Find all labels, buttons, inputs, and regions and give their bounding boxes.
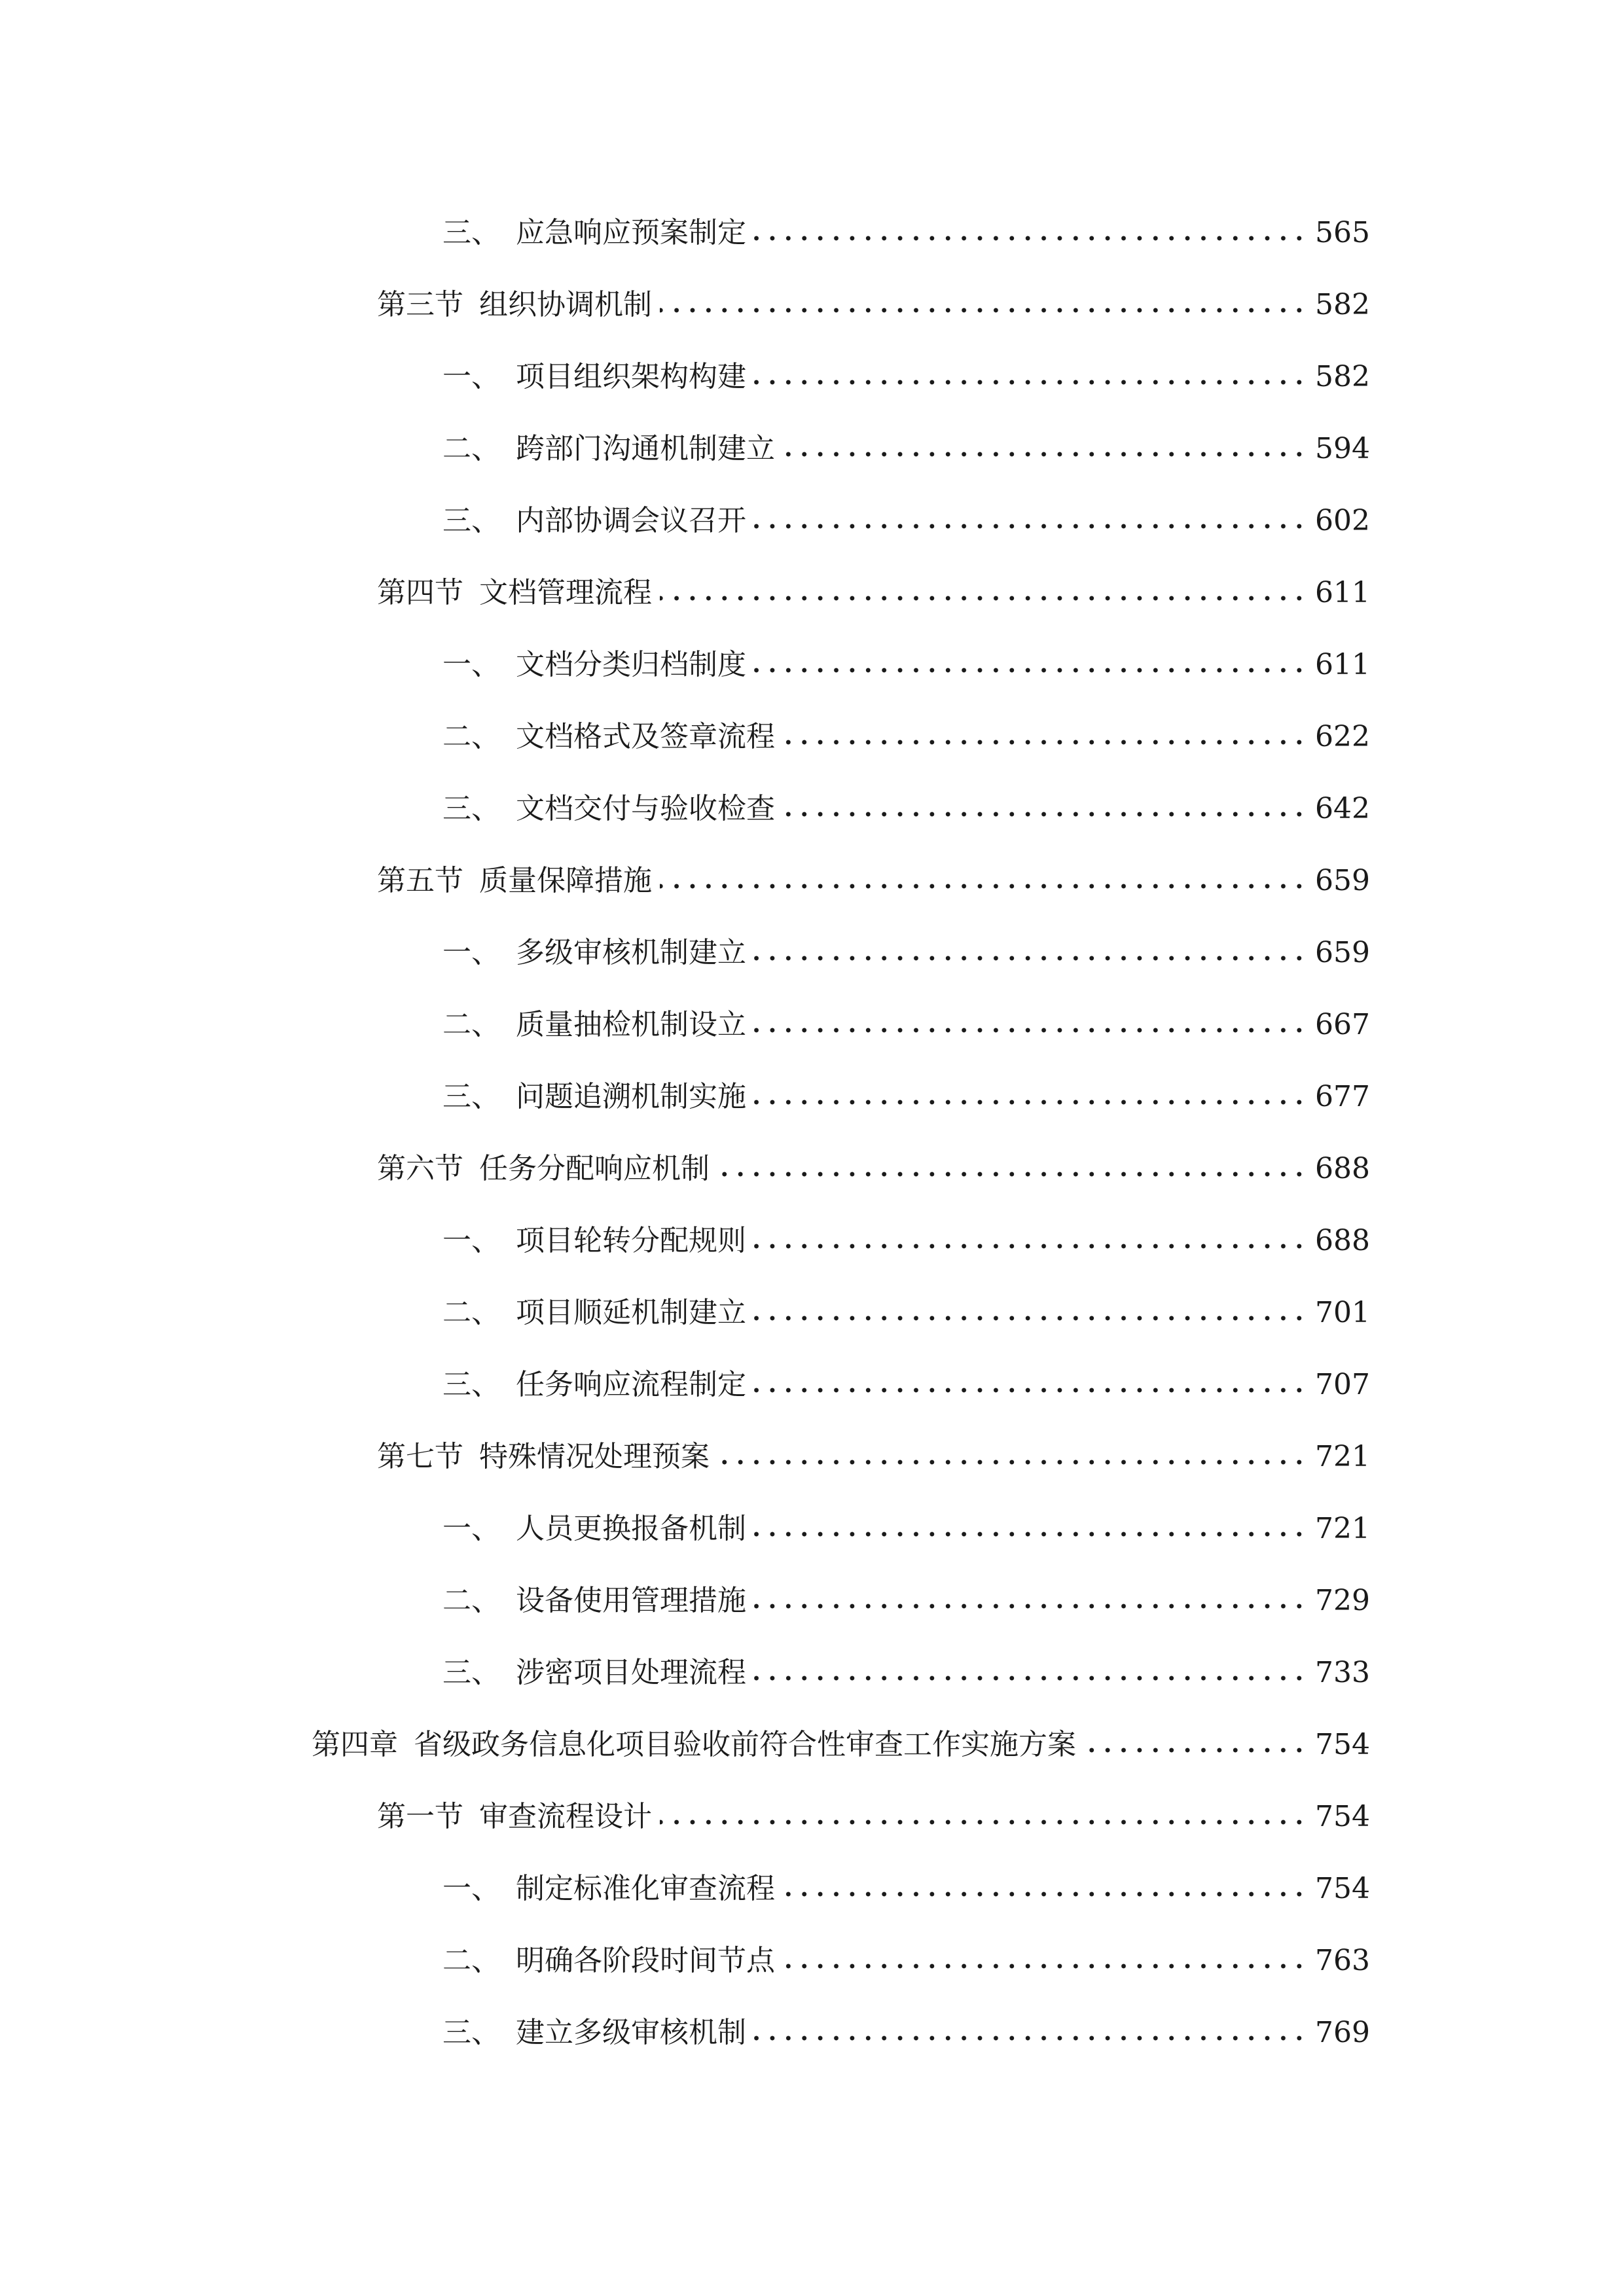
toc-entry-number: 三、 <box>442 2016 500 2049</box>
toc-entry-page: 721 <box>1315 1512 1370 1545</box>
toc-entry[interactable] <box>442 992 1370 1045</box>
toc-dot-leader <box>754 520 1307 533</box>
toc-entry[interactable] <box>442 776 1370 829</box>
toc-entry-number: 一、 <box>442 1224 500 1257</box>
toc-entry[interactable] <box>442 2000 1370 2053</box>
toc-entry-title: 应急响应预案制定 <box>516 216 746 249</box>
toc-entry-page: 659 <box>1315 864 1370 897</box>
toc-entry-page: 754 <box>1315 1800 1370 1833</box>
toc-entry-title: 涉密项目处理流程 <box>516 1656 746 1689</box>
toc-entry[interactable] <box>377 1424 1370 1477</box>
toc-dot-leader <box>783 1960 1307 1973</box>
toc-entry-page: 659 <box>1315 936 1370 969</box>
toc-entry[interactable] <box>442 488 1370 541</box>
toc-entry-number: 第四节 <box>377 576 463 609</box>
toc-entry-title: 项目顺延机制建立 <box>516 1296 746 1329</box>
toc-entry[interactable] <box>442 632 1370 685</box>
toc-entry[interactable] <box>377 1136 1370 1189</box>
toc-entry[interactable] <box>442 1928 1370 1981</box>
toc-entry-number: 第一节 <box>377 1800 463 1833</box>
toc-entry-number: 三、 <box>442 1368 500 1401</box>
toc-entry[interactable] <box>442 1064 1370 1117</box>
toc-entry-title: 组织协调机制 <box>479 288 652 321</box>
toc-dot-leader <box>754 1384 1307 1397</box>
toc-dot-leader <box>660 304 1307 317</box>
toc-dot-leader <box>754 664 1307 677</box>
toc-entry-page: 611 <box>1315 576 1370 609</box>
toc-entry-title: 任务响应流程制定 <box>516 1368 746 1401</box>
toc-entry[interactable] <box>442 200 1370 253</box>
toc-entry-page: 701 <box>1315 1296 1370 1329</box>
toc-entry-page: 707 <box>1315 1368 1370 1401</box>
toc-entry-title: 项目轮转分配规则 <box>516 1224 746 1257</box>
toc-entry[interactable] <box>377 848 1370 901</box>
toc-entry-page: 721 <box>1315 1440 1370 1473</box>
toc-dot-leader <box>754 1024 1307 1037</box>
toc-entry-page: 582 <box>1315 288 1370 321</box>
toc-entry[interactable] <box>442 1856 1370 1909</box>
toc-entry-page: 602 <box>1315 504 1370 537</box>
toc-entry-title: 问题追溯机制实施 <box>516 1080 746 1113</box>
toc-entry-page: 733 <box>1315 1656 1370 1689</box>
toc-entry[interactable] <box>442 920 1370 973</box>
toc-entry-title: 设备使用管理措施 <box>516 1584 746 1617</box>
toc-dot-leader <box>717 1456 1307 1469</box>
toc-entry[interactable] <box>312 1712 1370 1765</box>
toc-dot-leader <box>783 736 1307 749</box>
toc-entry-page: 688 <box>1315 1224 1370 1257</box>
toc-entry[interactable] <box>442 1640 1370 1693</box>
toc-entry[interactable] <box>442 1496 1370 1549</box>
toc-dot-leader <box>754 1240 1307 1253</box>
toc-entry-number: 二、 <box>442 432 500 465</box>
toc-entry-number: 二、 <box>442 720 500 753</box>
toc-entry-page: 565 <box>1315 216 1370 249</box>
toc-entry-page: 677 <box>1315 1080 1370 1113</box>
toc-entry-title: 审查流程设计 <box>479 1800 652 1833</box>
toc-entry-page: 611 <box>1315 648 1370 681</box>
toc-entry-title: 项目组织架构构建 <box>516 360 746 393</box>
toc-dot-leader <box>754 376 1307 389</box>
toc-entry-page: 667 <box>1315 1008 1370 1041</box>
toc-entry[interactable] <box>442 1352 1370 1405</box>
toc-entry[interactable] <box>442 416 1370 469</box>
toc-entry-number: 第三节 <box>377 288 463 321</box>
toc-entry-page: 642 <box>1315 792 1370 825</box>
toc-entry-title: 质量抽检机制设立 <box>516 1008 746 1041</box>
toc-dot-leader <box>783 1888 1307 1901</box>
toc-entry-page: 594 <box>1315 432 1370 465</box>
toc-entry[interactable] <box>442 704 1370 757</box>
toc-entry-page: 582 <box>1315 360 1370 393</box>
toc-entry[interactable] <box>442 344 1370 397</box>
toc-dot-leader <box>783 448 1307 461</box>
toc-entry-title: 人员更换报备机制 <box>516 1512 746 1545</box>
toc-entry[interactable] <box>377 272 1370 325</box>
toc-entry-page: 754 <box>1315 1872 1370 1905</box>
toc-dot-leader <box>783 808 1307 821</box>
toc-entry[interactable] <box>377 560 1370 613</box>
toc-entry-title: 明确各阶段时间节点 <box>516 1944 775 1977</box>
toc-dot-leader <box>754 2032 1307 2045</box>
toc-entry-number: 二、 <box>442 1008 500 1041</box>
toc-entry-page: 754 <box>1315 1728 1370 1761</box>
toc-dot-leader <box>754 232 1307 245</box>
toc-entry-number: 三、 <box>442 504 500 537</box>
toc-entry-title: 任务分配响应机制 <box>479 1152 710 1185</box>
toc-entry-number: 三、 <box>442 1080 500 1113</box>
toc-entry-number: 一、 <box>442 1872 500 1905</box>
toc-dot-leader <box>717 1168 1307 1181</box>
toc-entry-title: 文档分类归档制度 <box>516 648 746 681</box>
toc-entry-number: 第四章 <box>312 1728 398 1761</box>
toc-entry-number: 一、 <box>442 360 500 393</box>
toc-entry-number: 第五节 <box>377 864 463 897</box>
toc-entry-number: 三、 <box>442 792 500 825</box>
toc-entry-title: 省级政务信息化项目验收前符合性审查工作实施方案 <box>414 1728 1076 1761</box>
toc-entry-page: 622 <box>1315 720 1370 753</box>
toc-entry-title: 文档管理流程 <box>479 576 652 609</box>
toc-entry-title: 多级审核机制建立 <box>516 936 746 969</box>
toc-entry-title: 特殊情况处理预案 <box>479 1440 710 1473</box>
toc-entry-number: 二、 <box>442 1296 500 1329</box>
toc-entry-title: 跨部门沟通机制建立 <box>516 432 775 465</box>
toc-entry-page: 763 <box>1315 1944 1370 1977</box>
toc-entry-number: 三、 <box>442 216 500 249</box>
toc-entry-page: 688 <box>1315 1152 1370 1185</box>
toc-entry-number: 二、 <box>442 1584 500 1617</box>
toc-dot-leader <box>660 1816 1307 1829</box>
toc-entry[interactable] <box>442 1568 1370 1621</box>
toc-entry-title: 文档格式及签章流程 <box>516 720 775 753</box>
toc-dot-leader <box>754 1600 1307 1613</box>
toc-dot-leader <box>754 1312 1307 1325</box>
toc-entry-title: 内部协调会议召开 <box>516 504 746 537</box>
toc-dot-leader <box>660 880 1307 893</box>
toc-entry-page: 729 <box>1315 1584 1370 1617</box>
toc-entry-number: 一、 <box>442 648 500 681</box>
toc-entry-number: 一、 <box>442 936 500 969</box>
toc-entry-title: 建立多级审核机制 <box>516 2016 746 2049</box>
toc-dot-leader <box>754 952 1307 965</box>
toc-entry-page: 769 <box>1315 2016 1370 2049</box>
toc-entry-number: 一、 <box>442 1512 500 1545</box>
toc-entry-title: 制定标准化审查流程 <box>516 1872 775 1905</box>
toc-entry-number: 三、 <box>442 1656 500 1689</box>
toc-dot-leader <box>754 1096 1307 1109</box>
toc-dot-leader <box>660 592 1307 605</box>
toc-dot-leader <box>754 1672 1307 1685</box>
toc-dot-leader <box>754 1528 1307 1541</box>
toc-entry-title: 文档交付与验收检查 <box>516 792 775 825</box>
toc-entry-number: 第七节 <box>377 1440 463 1473</box>
toc-entry-number: 第六节 <box>377 1152 463 1185</box>
toc-entry[interactable] <box>377 1784 1370 1837</box>
toc-entry-title: 质量保障措施 <box>479 864 652 897</box>
toc-dot-leader <box>1084 1744 1307 1757</box>
toc-entry[interactable] <box>442 1280 1370 1333</box>
toc-entry-number: 二、 <box>442 1944 500 1977</box>
toc-entry[interactable] <box>442 1208 1370 1261</box>
